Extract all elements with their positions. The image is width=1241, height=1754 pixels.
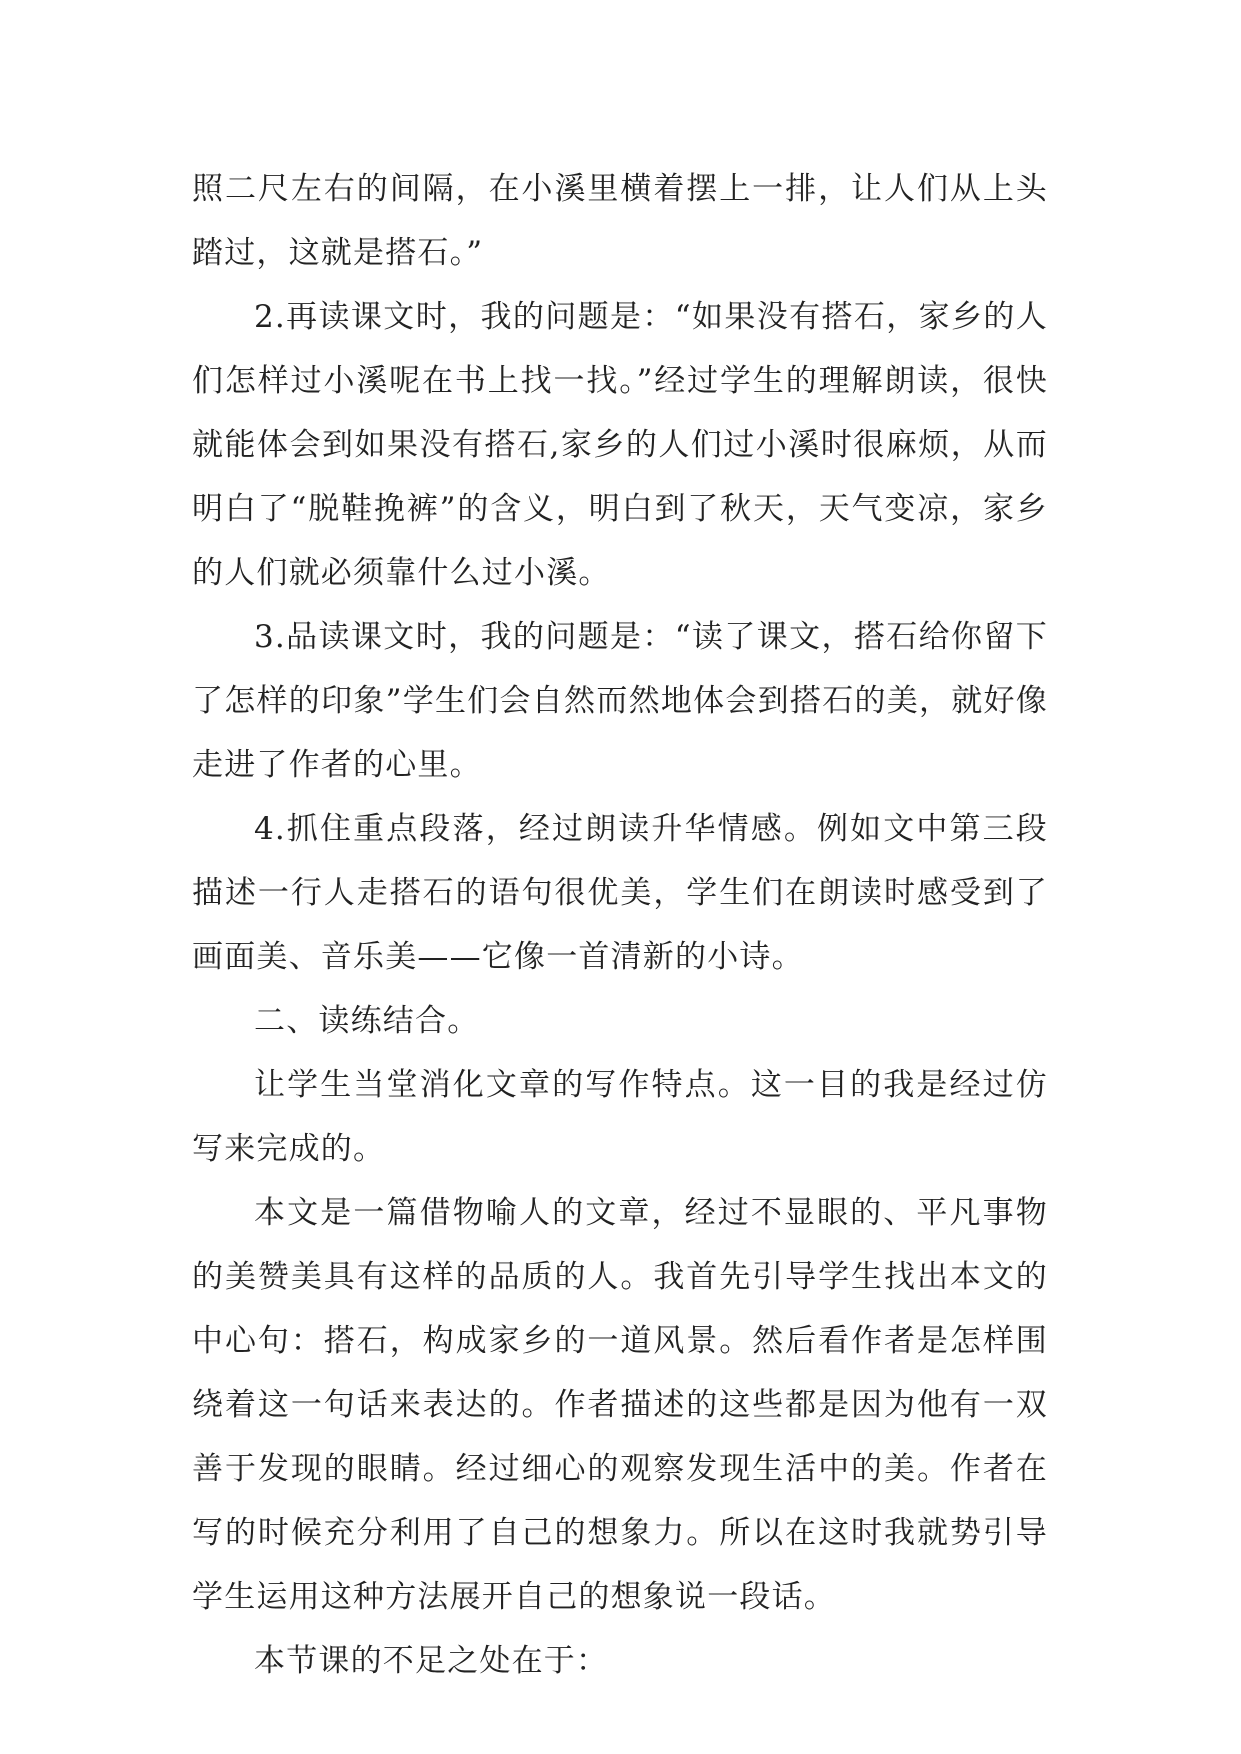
paragraph-1: 照二尺左右的间隔，在小溪里横着摆上一排，让人们从上头踏过，这就是搭石。” xyxy=(192,171,1048,271)
paragraph-6: 本文是一篇借物喻人的文章，经过不显眼的、平凡事物的美赞美具有这样的品质的人。我首先引导学生找出本文的中心句：搭石，构成家乡的一道风景。然后看作者是怎样围绕着这一句话来表达的。作者描述的这些都是因为他有一双善于发现的眼睛。经过细心的观察发现生活中的美。作者在写的时候充分利用了自己的想象力。所以在这时我就势引导学生运用这种方法展开自己的想象说一段话。 xyxy=(192,1195,1048,1615)
paragraph-2: 2.再读课文时，我的问题是：“如果没有搭石，家乡的人们怎样过小溪呢在书上找一找。”经过学生的理解朗读，很快就能体会到如果没有搭石,家乡的人们过小溪时很麻烦，从而明白了“脱鞋挽裤”的含义，明白到了秋天，天气变凉，家乡的人们就必须靠什么过小溪。 xyxy=(192,299,1048,591)
paragraph-4: 4.抓住重点段落，经过朗读升华情感。例如文中第三段描述一行人走搭石的语句很优美，学生们在朗读时感受到了画面美、音乐美——它像一首清新的小诗。 xyxy=(192,811,1048,975)
section-heading: 二、读练结合。 xyxy=(254,1003,480,1039)
paragraph-5: 让学生当堂消化文章的写作特点。这一目的我是经过仿写来完成的。 xyxy=(192,1067,1048,1167)
paragraph-7: 本节课的不足之处在于： xyxy=(254,1643,609,1679)
paragraph-3: 3.品读课文时，我的问题是：“读了课文，搭石给你留下了怎样的印象”学生们会自然而然地体会到搭石的美，就好像走进了作者的心里。 xyxy=(192,619,1048,783)
document-body xyxy=(192,157,1048,1693)
